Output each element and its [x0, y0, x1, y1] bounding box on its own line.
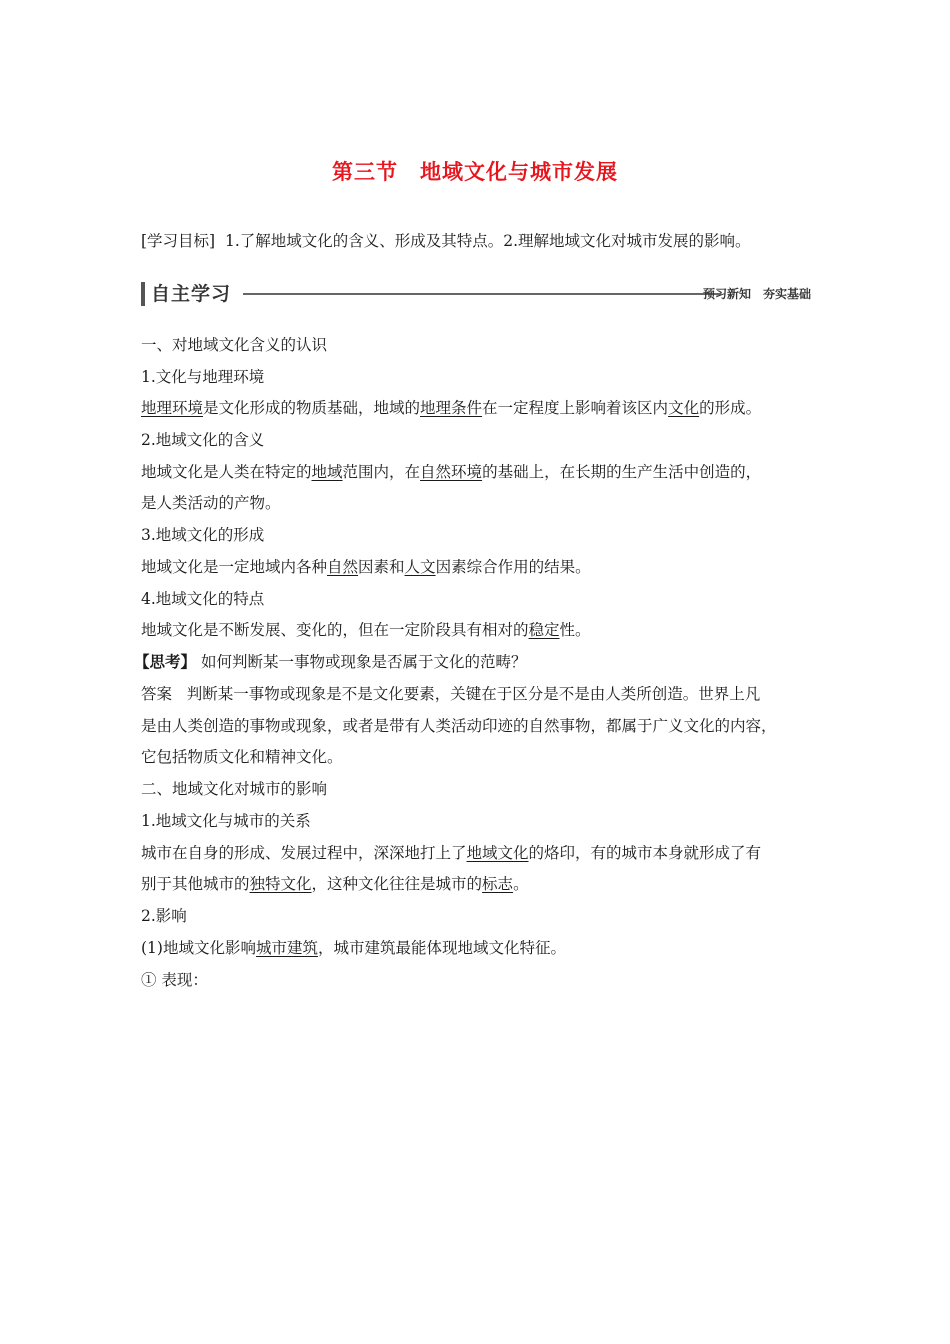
s2-2-heading: 2.影响 — [141, 907, 187, 925]
s2-paragraph-1 — [141, 462, 761, 482]
objectives-text: 1.了解地域文化的含义、形成及其特点。2.理解地域文化对城市发展的影响。 — [224, 232, 751, 250]
page-title: 第三节 地域文化与城市发展 — [332, 160, 618, 184]
text-run: 的形成。 — [699, 399, 762, 417]
s2-heading: 2.地域文化的含义 — [141, 431, 265, 449]
section-banner — [141, 280, 811, 308]
banner-tag: 预习新知 夯实基础 — [702, 287, 811, 301]
banner-label: 自主学习 — [151, 283, 232, 305]
blank-answer: 标志 — [482, 875, 514, 893]
text-run: ，这种文化往往是城市的 — [311, 875, 483, 893]
blank-answer: 城市建筑 — [255, 939, 318, 957]
think-question — [134, 652, 526, 672]
blank-answer: 人文 — [404, 558, 436, 576]
think-answer-1 — [141, 684, 760, 704]
blank-answer: 地理环境 — [141, 399, 204, 417]
text-run: 。 — [513, 875, 529, 893]
s4-heading: 4.地域文化的特点 — [141, 590, 265, 608]
s1-paragraph — [141, 398, 761, 418]
text-run: 因素综合作用的结果。 — [435, 558, 591, 576]
learning-objectives — [141, 231, 751, 251]
s2-paragraph-2: 是人类活动的产物。 — [141, 494, 281, 512]
objectives-label: [学习目标] — [141, 232, 216, 250]
text-run: (1)地域文化影响 — [141, 939, 256, 957]
s2-2-item-1 — [141, 938, 566, 958]
text-run: 在一定程度上影响着该区内 — [482, 399, 669, 417]
blank-answer: 独特文化 — [249, 875, 312, 893]
banner-rule — [243, 293, 721, 295]
text-run: 别于其他城市的 — [141, 875, 250, 893]
text-run: ，城市建筑最能体现地域文化特征。 — [317, 939, 566, 957]
s2-1-heading: 1.地域文化与城市的关系 — [141, 812, 311, 830]
answer-text: 判断某一事物或现象是不是文化要素，关键在于区分是不是由人类所创造。世界上凡 — [186, 685, 761, 703]
blank-answer: 稳定 — [528, 621, 560, 639]
answer-label: 答案 — [141, 685, 173, 703]
section1-heading: 一、对地域文化含义的认识 — [141, 336, 328, 354]
s2-2-sub-1: ① 表现： — [141, 971, 208, 989]
s2-1-paragraph-2 — [141, 874, 529, 894]
text-run: 性。 — [559, 621, 591, 639]
think-answer-3: 它包括物质文化和精神文化。 — [141, 748, 343, 766]
text-run: 地域文化是一定地域内各种 — [141, 558, 328, 576]
s4-paragraph — [141, 620, 591, 640]
blank-answer: 地理条件 — [420, 399, 483, 417]
text-run: 的基础上，在长期的生产生活中创造的， — [482, 463, 762, 481]
blank-answer: 自然 — [327, 558, 359, 576]
blank-answer: 地域文化 — [466, 844, 529, 862]
think-question-text: 如何判断某一事物或现象是否属于文化的范畴？ — [200, 653, 527, 671]
text-run: 城市在自身的形成、发展过程中，深深地打上了 — [141, 844, 467, 862]
banner-bar — [141, 282, 145, 306]
text-run: 是文化形成的物质基础，地域的 — [203, 399, 421, 417]
think-answer-2: 是由人类创造的事物或现象，或者是带有人类活动印迹的自然事物，都属于广义文化的内容， — [141, 717, 777, 735]
s3-heading: 3.地域文化的形成 — [141, 526, 265, 544]
text-run: 的烙印，有的城市本身就形成了有 — [528, 844, 762, 862]
text-run: 地域文化是不断发展、变化的，但在一定阶段具有相对的 — [141, 621, 529, 639]
think-label: 【思考】 — [134, 652, 197, 671]
section2-heading: 二、地域文化对城市的影响 — [141, 780, 328, 798]
s1-heading: 1.文化与地理环境 — [141, 368, 265, 386]
text-run: 范围内，在 — [342, 463, 421, 481]
blank-answer: 自然环境 — [420, 463, 483, 481]
blank-answer: 文化 — [668, 399, 700, 417]
text-run: 地域文化是人类在特定的 — [141, 463, 312, 481]
text-run: 因素和 — [358, 558, 405, 576]
blank-answer: 地域 — [311, 463, 343, 481]
s3-paragraph — [141, 557, 591, 577]
s2-1-paragraph-1 — [141, 843, 761, 863]
